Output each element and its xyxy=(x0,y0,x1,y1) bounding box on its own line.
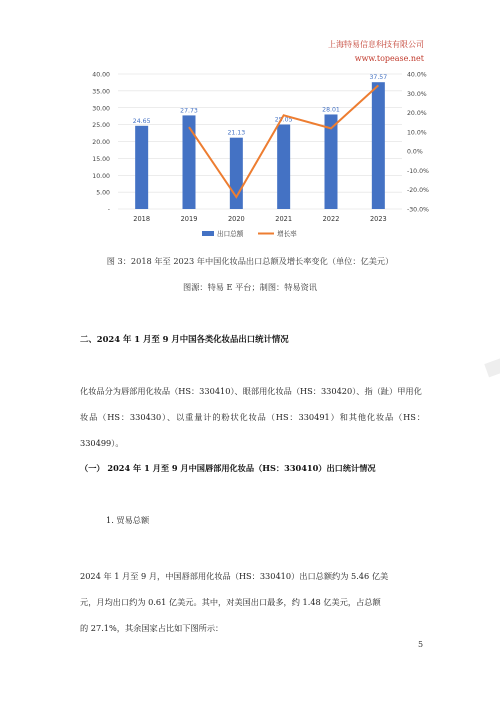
subsection-heading: （一） 2024 年 1 月至 9 月中国唇部用化妆品（HS：330410）出口统计情况 xyxy=(80,463,376,473)
category-label: 2022 xyxy=(322,215,340,223)
left-tick-label: 30.00 xyxy=(92,105,110,113)
bar-data-label: 37.57 xyxy=(369,74,388,82)
bar-data-label: 27.73 xyxy=(180,107,198,115)
left-tick-label: 20.00 xyxy=(92,139,110,146)
right-tick-label: -30.0% xyxy=(407,206,429,214)
right-tick-label: -20.0% xyxy=(407,187,429,195)
right-tick-label: 10.0% xyxy=(407,129,427,137)
category-label: 2020 xyxy=(227,215,245,223)
export-chart xyxy=(80,64,440,244)
right-tick-label: 0.0% xyxy=(407,148,423,156)
paragraph-line: 2024 年 1 月至 9 月，中国唇部用化妆品（HS：330410）出口总额约为 5.46 亿美 xyxy=(80,571,389,581)
paragraph-line: 的 27.1%，其余国家占比如下图所示： xyxy=(80,623,224,633)
bar-data-label: 25.05 xyxy=(274,116,293,124)
paragraph-line: 元，月均出口约为 0.61 亿美元。其中，对美国出口最多，约 1.48 亿美元，占总额 xyxy=(80,597,381,607)
figure-source: 图源：特易 E 平台；制图：特易资讯 xyxy=(183,282,317,292)
figure-caption: 图 3：2018 年至 2023 年中国化妆品出口总额及增长率变化（单位：亿美元） xyxy=(106,256,394,266)
right-tick-label: 40.0% xyxy=(407,71,427,79)
company-name: 上海特易信息科技有限公司 xyxy=(328,40,424,49)
left-tick-label: 10.00 xyxy=(92,172,110,180)
bar xyxy=(277,124,290,209)
bar-data-label: 21.13 xyxy=(227,129,246,137)
right-tick-label: 20.0% xyxy=(407,110,427,118)
bar-data-label: 24.65 xyxy=(132,117,151,125)
category-label: 2023 xyxy=(369,215,387,223)
section-intro-line: 化妆品分为唇部用化妆品（HS：330410）、眼部用化妆品（HS：330420）、指（趾）甲用化 xyxy=(80,386,422,396)
right-tick-label: 30.0% xyxy=(407,90,427,98)
category-label: 2019 xyxy=(180,215,198,223)
left-tick-label: - xyxy=(107,206,110,214)
category-label: 2018 xyxy=(133,215,151,223)
category-label: 2021 xyxy=(275,215,293,223)
bar xyxy=(372,82,385,209)
bar xyxy=(183,115,196,209)
page-header xyxy=(328,38,424,66)
left-tick-label: 35.00 xyxy=(92,88,110,96)
company-website: www.topease.net xyxy=(354,54,424,63)
left-tick-label: 15.00 xyxy=(92,155,110,163)
page-corner-mark xyxy=(484,357,500,378)
section-intro xyxy=(80,378,425,456)
legend-swatch-bar xyxy=(202,231,214,236)
left-tick-label: 5.00 xyxy=(96,189,110,197)
bar-data-label: 28.01 xyxy=(322,106,340,114)
legend-label: 出口总额 xyxy=(217,230,244,238)
section-intro-line: 妆品（HS：330430）、以重量计的粉状化妆品（HS：330491）和其他化妆品（HS：330499）。 xyxy=(80,412,425,448)
legend-label: 增长率 xyxy=(277,230,297,238)
subsection-paragraph xyxy=(80,563,425,641)
item-heading: 1. 贸易总额 xyxy=(106,515,150,525)
page-number: 5 xyxy=(418,640,424,649)
section-heading: 二、2024 年 1 月至 9 月中国各类化妆品出口统计情况 xyxy=(80,334,289,344)
bar xyxy=(135,126,148,209)
left-tick-label: 40.00 xyxy=(92,71,110,79)
left-tick-label: 25.00 xyxy=(92,122,110,130)
right-tick-label: -10.0% xyxy=(407,167,429,175)
